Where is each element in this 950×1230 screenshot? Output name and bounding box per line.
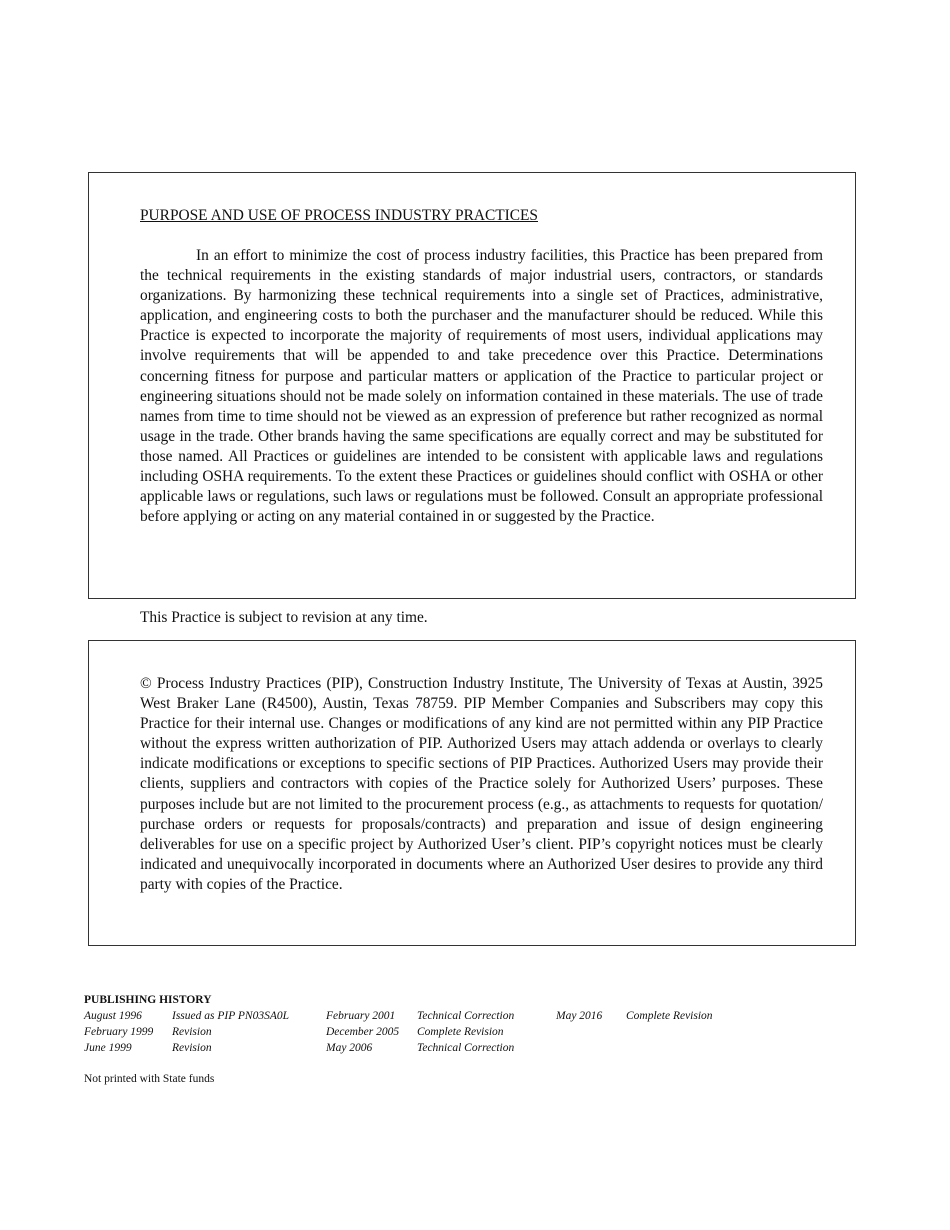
history-date: February 2001: [326, 1010, 396, 1022]
publishing-history: [84, 992, 784, 1056]
history-event: Technical Correction: [417, 1042, 515, 1054]
history-date: February 1999: [84, 1026, 154, 1038]
history-event: Issued as PIP PN03SA0L: [172, 1010, 290, 1022]
purpose-heading: PURPOSE AND USE OF PROCESS INDUSTRY PRACTICES: [140, 207, 538, 224]
history-date: August 1996: [84, 1010, 142, 1022]
history-event: Revision: [172, 1026, 212, 1038]
history-date: May 2016: [556, 1010, 603, 1022]
history-date: May 2006: [326, 1042, 373, 1054]
copyright-paragraph: © Process Industry Practices (PIP), Construction Industry Institute, The University of Texas at Austin, 3925 West Braker Lane (R4500), Austin, Texas 78759. PIP Member Companies and Subscribers may copy this Practice for their internal use. Changes or modifications of any kind are not permitted within any PIP Practice without the express written authorization of PIP. Authorized Users may attach addenda or overlays to clearly indicate modifications or exceptions to specific sections of PIP Practices. Authorized Users may provide their clients, suppliers and contractors with copies of the Practice solely for Authorized Users’ purposes. These purposes include but are not limited to the procurement process (e.g., as attachments to requests for quotation/ purchase orders or requests for proposals/contracts) and preparation and issue of design engineering deliverables for use on a specific project by Authorized User’s client. PIP’s copyright notices must be clearly indicated and unequivocally incorporated in documents where an Authorized User desires to provide any third party with copies of the Practice.: [140, 675, 823, 893]
history-date: June 1999: [84, 1042, 132, 1054]
copyright-box: [88, 640, 856, 946]
purpose-content: [140, 206, 823, 527]
revision-note: This Practice is subject to revision at any time.: [140, 609, 428, 626]
history-event: Technical Correction: [417, 1010, 515, 1022]
footer-note: Not printed with State funds: [84, 1073, 215, 1085]
publishing-history-title: PUBLISHING HISTORY: [84, 994, 212, 1006]
purpose-box: [88, 172, 856, 599]
purpose-paragraph: In an effort to minimize the cost of process industry facilities, this Practice has been prepared from the technical requirements in the existing standards of major industrial users, contractors, or standards organizations. By harmonizing these technical requirements into a single set of Practices, administrative, application, and engineering costs to both the purchaser and the manufacturer should be reduced. While this Practice is expected to incorporate the majority of requirements of most users, individual applications may involve requirements that will be appended to and take precedence over this Practice. Determinations concerning fitness for purpose and particular matters or application of the Practice to particular project or engineering situations should not be made solely on information contained in these materials. The use of trade names from time to time should not be viewed as an expression of preference but rather recognized as normal usage in the trade. Other brands having the same specifications are equally correct and may be substituted for those named. All Practices or guidelines are intended to be consistent with applicable laws and regulations including OSHA requirements. To the extent these Practices or guidelines should conflict with OSHA or other applicable laws or regulations, such laws or regulations must be followed. Consult an appropriate professional before applying or acting on any material contained in or suggested by the Practice.: [140, 247, 823, 526]
history-event: Revision: [172, 1042, 212, 1054]
publishing-history-table: [84, 1008, 784, 1056]
history-date: December 2005: [326, 1026, 400, 1038]
copyright-content: [140, 674, 823, 895]
history-event: Complete Revision: [417, 1026, 504, 1038]
history-event: Complete Revision: [626, 1010, 713, 1022]
